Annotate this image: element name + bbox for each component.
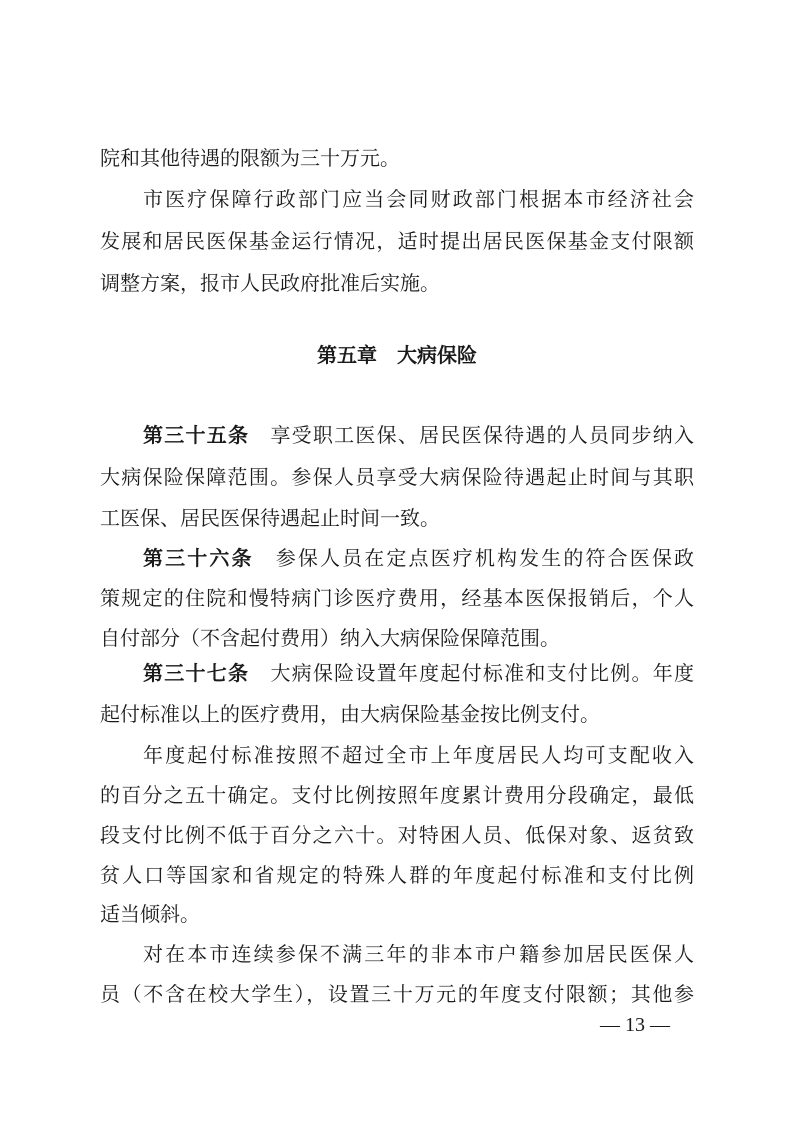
article-35-first-line (143, 418, 694, 452)
chapter-heading (100, 338, 694, 372)
article-label: 第三十七条 (143, 661, 250, 685)
article-37-first-line (143, 656, 694, 690)
paragraph-line: 调整方案，报市人民政府批准后实施。 (100, 271, 440, 295)
paragraph-line: 的百分之五十确定。支付比例按照年度累计费用分段确定，最低 (100, 783, 694, 807)
page-number: — 13 — (600, 1014, 670, 1036)
article-36-first-line (143, 541, 694, 575)
article-label: 第三十五条 (143, 423, 250, 447)
article-text: 大病保险设置年度起付标准和支付比例。年度 (269, 661, 695, 685)
paragraph-line: 员（不含在校大学生），设置三十万元的年度支付限额；其他参 (100, 982, 694, 1006)
chapter-title: 大病保险 (397, 343, 477, 367)
article-text: 参保人员在定点医疗机构发生的符合医保政 (273, 546, 694, 570)
chapter-number: 第五章 (317, 343, 377, 367)
paragraph-line: 对在本市连续参保不满三年的非本市户籍参加居民医保人 (143, 942, 694, 966)
paragraph-line: 适当倾斜。 (100, 902, 200, 926)
paragraph-line: 年度起付标准按照不超过全市上年度居民人均可支配收入 (143, 743, 694, 767)
article-text: 享受职工医保、居民医保待遇的人员同步纳入 (269, 423, 695, 447)
paragraph-line: 起付标准以上的医疗费用，由大病保险基金按比例支付。 (100, 702, 600, 726)
paragraph-line: 市医疗保障行政部门应当会同财政部门根据本市经济社会 (143, 187, 694, 211)
paragraph-line: 自付部分（不含起付费用）纳入大病保险保障范围。 (100, 626, 560, 650)
paragraph-line: 院和其他待遇的限额为三十万元。 (100, 146, 400, 170)
paragraph-line: 贫人口等国家和省规定的特殊人群的年度起付标准和支付比例 (100, 863, 694, 887)
paragraph-line: 工医保、居民医保待遇起止时间一致。 (100, 506, 440, 530)
paragraph-line: 策规定的住院和慢特病门诊医疗费用，经基本医保报销后，个人 (100, 586, 694, 610)
paragraph-line: 大病保险保障范围。参保人员享受大病保险待遇起止时间与其职 (100, 465, 694, 489)
article-label: 第三十六条 (143, 546, 254, 570)
paragraph-line: 发展和居民医保基金运行情况，适时提出居民医保基金支付限额 (100, 229, 694, 253)
paragraph-line: 段支付比例不低于百分之六十。对特困人员、低保对象、返贫致 (100, 823, 694, 847)
